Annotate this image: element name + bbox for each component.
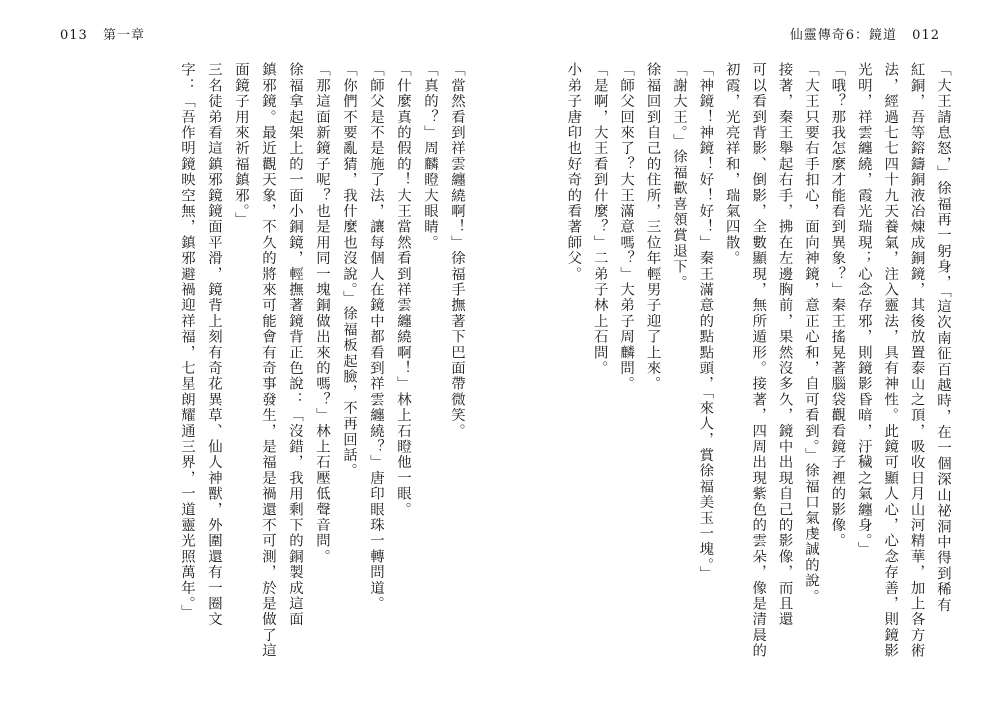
text-column: 「師父回來了？大王滿意嗎？」大弟子周麟問。 xyxy=(618,62,635,392)
left-page-body xyxy=(60,62,470,662)
right-page-number: 012 xyxy=(912,28,940,43)
text-column: 鎮邪鏡。最近觀天象，不久的將來可能會有奇事發生，是福是禍還不可測，於是做了這 xyxy=(260,62,276,659)
left-page-number: 013 xyxy=(60,28,88,43)
text-column: 「大王請息怒，」徐福再一躬身，「這次南征百越時，在一個深山祕洞中得到稀有 xyxy=(935,62,951,613)
text-column: 光明，祥雲纏繞，霞光瑞現；心念存邪，則鏡影昏暗，汙穢之氣纏身。」 xyxy=(855,62,872,558)
text-column: 紅銅，吾等鎔鑄銅液冶煉成銅鏡，其後放置泰山之頂，吸收日月山河精華，加上各方術 xyxy=(908,62,925,659)
text-column: 「謝大王。」徐福歡喜領賞退下。 xyxy=(670,62,687,291)
text-column: 可以看到背影、倒影，全數顯現，無所遁形。接著，四周出現紫色的雲朵，像是清晨的 xyxy=(750,62,767,659)
text-column: 初霞，光亮祥和，瑞氣四散。 xyxy=(723,62,740,267)
text-column: 徐福拿起架上的一面小銅鏡，輕撫著鏡背正色說：「沒錯，我用剩下的銅製成這面 xyxy=(287,62,303,628)
text-column: 「神鏡！神鏡！好！好！」秦王滿意的點點頭，「來人，賞徐福美玉一塊。」 xyxy=(697,62,714,582)
text-column: 「哦？那我怎麼才能看到異象？」秦王搖晃著腦袋觀看鏡子裡的影像。 xyxy=(829,62,846,549)
chapter-title: 第一章 xyxy=(102,28,145,43)
text-column: 法，經過七七四十九天養氣，注入靈法，具有神性。此鏡可顯人心，心念存善，則鏡影 xyxy=(882,62,899,659)
text-column: 徐福回到自己的住所，三位年輕男子迎了上來。 xyxy=(644,62,661,392)
text-column: 「大王只要右手扣心，面向神鏡，意正心和，自可看到。」徐福口氣虔誠的說。 xyxy=(802,62,819,605)
right-page-body xyxy=(560,62,956,662)
text-column: 三名徒弟看這鎮邪鏡鏡面平滑，鏡背上刻有奇花異草、仙人神獸，外圍還有一圈文 xyxy=(206,62,222,628)
text-column: 「什麼真的假的！大王當然看到祥雲纏繞啊！」林上石瞪他一眼。 xyxy=(395,62,411,518)
text-column: 面鏡子用來祈福鎮邪。」 xyxy=(233,62,249,228)
text-column: 「那這面新鏡子呢？也是用同一塊銅做出來的嗎？」林上石壓低聲音問。 xyxy=(314,62,330,565)
text-column: 「是啊，大王看到什麼？」二弟子林上石問。 xyxy=(591,62,608,376)
book-title: 仙靈傳奇6：鏡道 xyxy=(789,28,898,43)
left-page-columns xyxy=(60,62,470,662)
text-column: 字：「吾作明鏡映空無，鎮邪避禍迎祥福，七星朗耀通三界，一道靈光照萬年。」 xyxy=(179,62,195,620)
right-page-columns xyxy=(560,62,956,662)
text-column: 「師父是不是施了法，讓每個人在鏡中都看到祥雲纏繞？」唐印眼珠一轉問道。 xyxy=(368,62,384,612)
text-column: 接著，秦王舉起右手，拂在左邊胸前，果然沒多久，鏡中出現自己的影像，而且還 xyxy=(776,62,793,628)
left-page-header xyxy=(60,24,145,43)
text-column: 「你們不要亂猜，我什麼也沒說。」徐福板起臉，不再回話。 xyxy=(341,62,357,479)
right-page-header xyxy=(790,24,940,43)
text-column: 「當然看到祥雲纏繞啊！」徐福手撫著下巴面帶微笑。 xyxy=(449,62,465,439)
text-column: 「真的？」周麟瞪大眼睛。 xyxy=(422,62,438,251)
text-column: 小弟子唐印也好奇的看著師父。 xyxy=(565,62,582,282)
